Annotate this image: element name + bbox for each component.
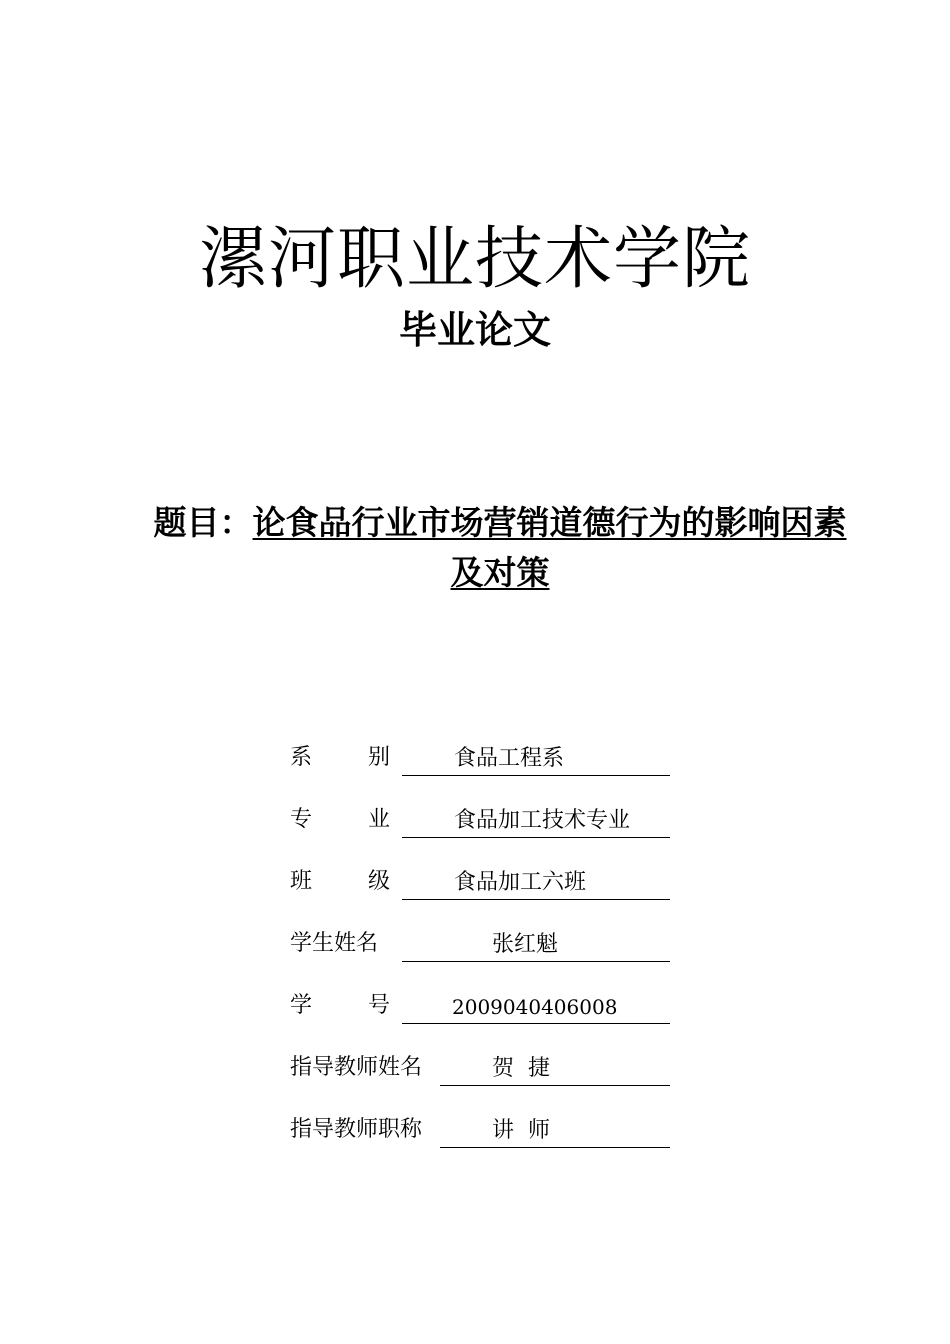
topic-value: 论食品行业市场营销道德行为的影响因素及对策: [252, 503, 847, 592]
student-name-label: 学生姓名: [290, 931, 379, 956]
topic-label: 题目：: [153, 503, 253, 542]
advisor-title-label: 指导教师职称: [290, 1117, 423, 1142]
info-row-advisor-title: [290, 1086, 690, 1148]
student-id-label-char-2: 号: [367, 993, 390, 1018]
department-label: [290, 740, 390, 776]
advisor-name-label: 指导教师姓名: [290, 1055, 423, 1080]
advisor-title-value: 讲 师: [440, 1115, 670, 1148]
major-label-char-1: 专: [290, 807, 313, 832]
major-value: 食品加工技术专业: [402, 805, 670, 838]
class-value: 食品加工六班: [402, 867, 670, 900]
major-label-char-2: 业: [367, 807, 390, 832]
school-name: 漯河职业技术学院: [198, 220, 751, 299]
class-label-char-2: 级: [367, 869, 390, 894]
info-row-department: [290, 714, 690, 776]
major-label: [290, 802, 390, 838]
info-row-student-name: [290, 900, 690, 962]
info-row-class: [290, 838, 690, 900]
department-label-char-2: 别: [367, 745, 390, 770]
class-label-char-1: 班: [290, 869, 313, 894]
info-row-student-id: [290, 962, 690, 1024]
thesis-topic: [140, 498, 860, 598]
document-type: 毕业论文: [398, 308, 551, 352]
student-id-label: [290, 988, 390, 1024]
student-id-label-char-1: 学: [290, 993, 313, 1018]
advisor-name-value: 贺 捷: [440, 1053, 670, 1086]
info-row-major: [290, 776, 690, 838]
info-row-advisor-name: [290, 1024, 690, 1086]
department-label-char-1: 系: [290, 745, 313, 770]
info-block: [290, 714, 690, 1148]
student-id-value: 2009040406008: [402, 991, 670, 1024]
class-label: [290, 864, 390, 900]
department-value: 食品工程系: [402, 743, 670, 776]
student-name-value: 张红魁: [402, 929, 670, 962]
